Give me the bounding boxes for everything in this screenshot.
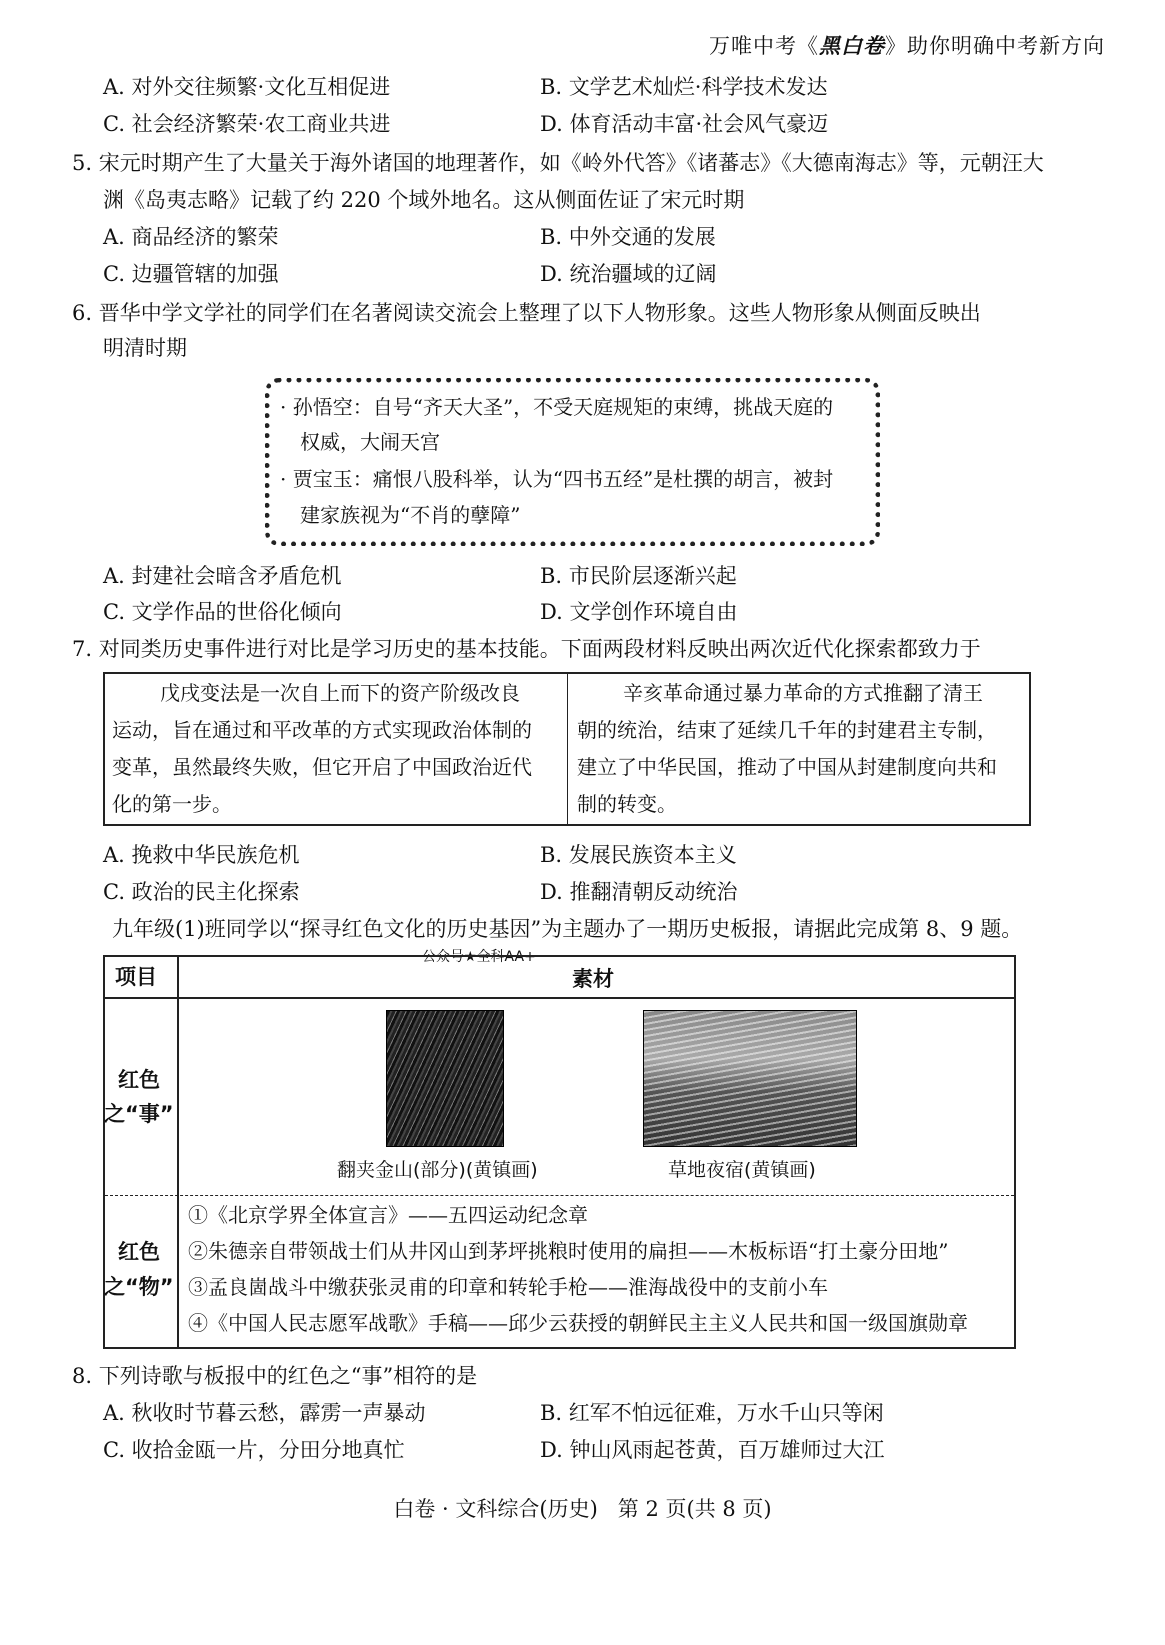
q6-box-line4: 建家族视为“不肖的孽障” (300, 503, 521, 527)
q7-left-line2: 运动，旨在通过和平改革的方式实现政治体制的 (112, 718, 532, 742)
q5-option-d: D. 统治疆域的辽阔 (540, 262, 717, 286)
painting-caodi-yesu (643, 1010, 857, 1147)
q4-option-d: D. 体育活动丰富·社会风气豪迈 (540, 112, 829, 136)
page-footer: 白卷 · 文科综合(历史) 第 2 页(共 8 页) (393, 1497, 772, 1521)
q7-option-c: C. 政治的民主化探索 (103, 880, 300, 904)
q7-right-line2: 朝的统治，结束了延续几千年的封建君主专制， (577, 718, 997, 742)
q6-stem-line2: 明清时期 (103, 336, 187, 360)
page-header: 万唯中考《黑白卷》助你明确中考新方向 (709, 34, 1105, 58)
q8-stem: 8. 下列诗歌与板报中的红色之“事”相符的是 (72, 1364, 478, 1388)
img2-caption: 草地夜宿(黄镇画) (668, 1159, 816, 1181)
board-intro: 九年级(1)班同学以“探寻红色文化的历史基因”为主题办了一期历史板报，请据此完成第 8、9 题。 (112, 917, 1023, 941)
q4-option-b: B. 文学艺术灿烂·科学技术发达 (540, 75, 828, 99)
board-row-divider (105, 1195, 1014, 1196)
q6-option-a: A. 封建社会暗含矛盾危机 (103, 564, 342, 588)
q6-box-line2: 权威，大闹天宫 (300, 430, 440, 454)
board-col-material: 素材 (572, 967, 614, 991)
q6-stem-line1: 6. 晋华中学文学社的同学们在名著阅读交流会上整理了以下人物形象。这些人物形象从侧面反映出 (72, 301, 981, 325)
q7-right-line3: 建立了中华民国，推动了中国从封建制度向共和 (577, 755, 997, 779)
q7-left-line4: 化的第一步。 (112, 792, 232, 816)
q7-right-line1: 辛亥革命通过暴力革命的方式推翻了清王 (623, 681, 983, 705)
q8-option-a: A. 秋收时节暮云愁，霹雳一声暴动 (103, 1401, 426, 1425)
img1-caption: 翻夹金山(部分)(黄镇画) (337, 1159, 538, 1181)
q6-box-line3: · 贾宝玉：痛恨八股科举，认为“四书五经”是杜撰的胡言，被封 (280, 467, 834, 491)
board-col-divider (177, 957, 179, 1347)
artifact-item-4: ④《中国人民志愿军战歌》手稿——邱少云获授的朝鲜民主主义人民共和国一级国旗勋章 (188, 1311, 968, 1335)
q6-box-line1: · 孙悟空：自号“齐天大圣”，不受天庭规矩的束缚，挑战天庭的 (280, 395, 834, 419)
q7-option-b: B. 发展民族资本主义 (540, 843, 737, 867)
board-header-divider (105, 997, 1014, 999)
painting-jiajinshan (386, 1010, 504, 1147)
row2-label-line2: 之“物” (104, 1275, 174, 1299)
q7-option-d: D. 推翻清朝反动统治 (540, 880, 738, 904)
q7-option-a: A. 挽救中华民族危机 (103, 843, 300, 867)
q5-option-a: A. 商品经济的繁荣 (103, 225, 279, 249)
brand-name: 黑白卷 (819, 34, 885, 58)
board-col-project: 项目 (115, 965, 157, 989)
q4-option-a: A. 对外交往频繁·文化互相促进 (103, 75, 391, 99)
artifact-item-3: ③孟良崮战斗中缴获张灵甫的印章和转轮手枪——淮海战役中的支前小车 (188, 1275, 828, 1299)
q7-left-line1: 戊戌变法是一次自上而下的资产阶级改良 (160, 681, 520, 705)
q7-table-divider (567, 674, 568, 824)
q6-option-b: B. 市民阶层逐渐兴起 (540, 564, 737, 588)
row2-label-line1: 红色 (118, 1240, 160, 1264)
q5-stem-line1: 5. 宋元时期产生了大量关于海外诸国的地理著作，如《岭外代答》《诸蕃志》《大德南海志》等，元朝汪大 (72, 151, 1044, 175)
q8-option-c: C. 收拾金瓯一片，分田分地真忙 (103, 1438, 405, 1462)
q6-option-c: C. 文学作品的世俗化倾向 (103, 600, 342, 624)
q8-option-d: D. 钟山风雨起苍黄，百万雄师过大江 (540, 1438, 885, 1462)
q7-right-line4: 制的转变。 (577, 792, 677, 816)
q8-option-b: B. 红军不怕远征难，万水千山只等闲 (540, 1401, 884, 1425)
q4-option-c: C. 社会经济繁荣·农工商业共进 (103, 112, 391, 136)
row1-label-line1: 红色 (118, 1068, 160, 1092)
q5-option-c: C. 边疆管辖的加强 (103, 262, 279, 286)
row1-label-line2: 之“事” (104, 1102, 174, 1126)
watermark: 公众号★全科AA+ (422, 949, 536, 965)
q5-stem-line2: 渊《岛夷志略》记载了约 220 个域外地名。这从侧面佐证了宋元时期 (103, 188, 745, 212)
q7-left-line3: 变革，虽然最终失败，但它开启了中国政治近代 (112, 755, 532, 779)
q5-option-b: B. 中外交通的发展 (540, 225, 716, 249)
q6-option-d: D. 文学创作环境自由 (540, 600, 738, 624)
q7-stem: 7. 对同类历史事件进行对比是学习历史的基本技能。下面两段材料反映出两次近代化探索都致力于 (72, 637, 981, 661)
artifact-item-1: ①《北京学界全体宣言》——五四运动纪念章 (188, 1203, 588, 1227)
artifact-item-2: ②朱德亲自带领战士们从井冈山到茅坪挑粮时使用的扁担——木板标语“打土豪分田地” (188, 1239, 949, 1263)
